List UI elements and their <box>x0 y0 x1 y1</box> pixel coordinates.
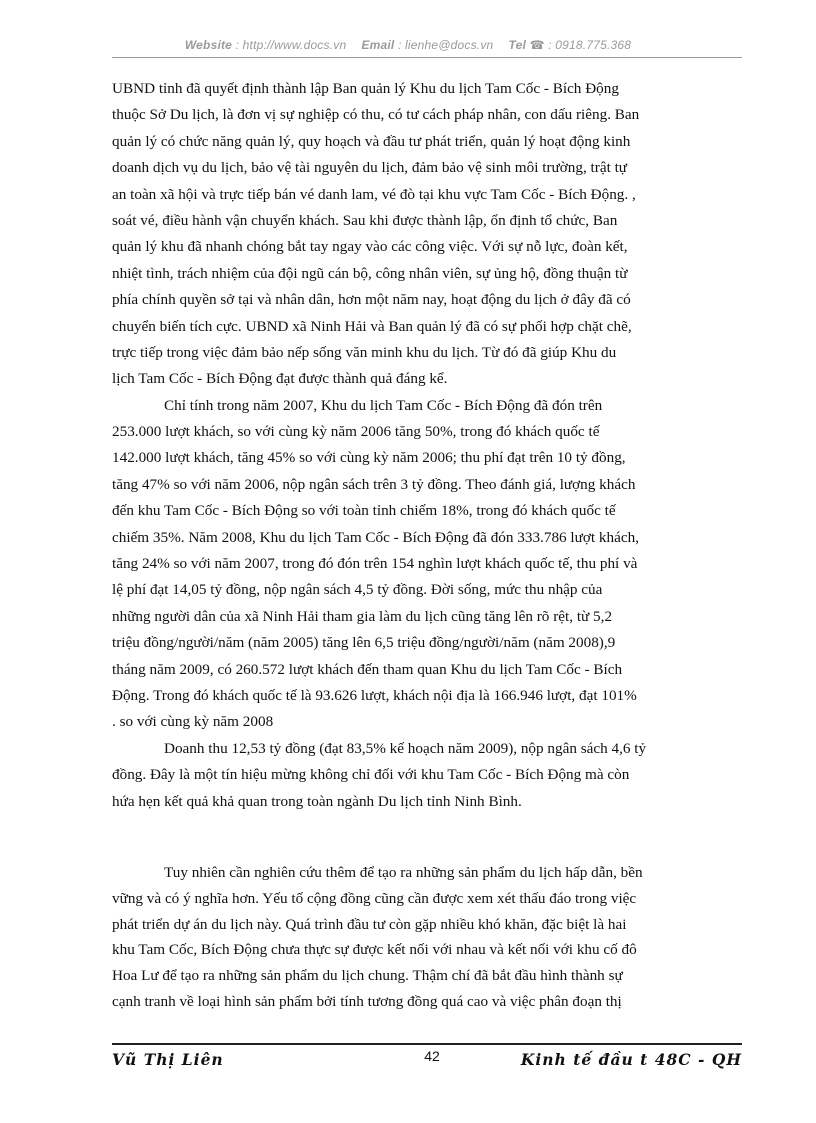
text-line: hứa hẹn kết quả khả quan trong toàn ngành Du lịch tỉnh Ninh Bình. <box>112 792 522 810</box>
paragraph-statistics <box>112 393 742 736</box>
text-line: trực tiếp trong việc đảm bảo nếp sống văn minh khu du lịch. Từ đó đã giúp Khu du <box>112 343 617 361</box>
tel-number: ☎ : 0918.775.368 <box>529 38 632 52</box>
paragraph-ban-quan-ly <box>112 76 742 393</box>
text-line: tăng 47% so với năm 2006, nộp ngân sách trên 3 tỷ đồng. Theo đánh giá, lượng khách <box>112 475 636 493</box>
page-header <box>0 38 816 52</box>
text-line: chuyển biến tích cực. UBND xã Ninh Hải và Ban quản lý đã có sự phối hợp chặt chẽ, <box>112 317 632 335</box>
text-line: Chỉ tính trong năm 2007, Khu du lịch Tam Cốc - Bích Động đã đón trên <box>164 396 603 414</box>
tel-label: Tel <box>508 38 527 52</box>
text-line: tăng 24% so với năm 2007, trong đó đón trên 154 nghìn lượt khách quốc tế, thu phí và <box>112 555 638 573</box>
text-line: lịch Tam Cốc - Bích Động đạt được thành quả đáng kể. <box>112 370 448 388</box>
footer-divider <box>112 1043 742 1045</box>
text-line: phía chính quyền sở tại và nhân dân, hơn một năm nay, hoạt động du lịch ở đây đã có <box>112 291 631 309</box>
text-line: những người dân của xã Ninh Hải tham gia làm du lịch cũng tăng lên rõ rệt, từ 5,2 <box>112 607 613 625</box>
text-line: thuộc Sở Du lịch, là đơn vị sự nghiệp có thu, có tư cách pháp nhân, con dấu riêng. Ban <box>112 106 640 124</box>
text-line: 253.000 lượt khách, so với cùng kỳ năm 2006 tăng 50%, trong đó khách quốc tế <box>112 423 600 441</box>
text-line: Hoa Lư để tạo ra những sản phẩm du lịch chung. Thậm chí đã bắt đầu hình thành sự <box>112 967 623 985</box>
text-line: triệu đồng/người/năm (năm 2005) tăng lên 6,5 triệu đồng/người/năm (năm 2008),9 <box>112 634 616 652</box>
page-number: 42 <box>424 1048 440 1064</box>
author-name: Vũ Thị Liên <box>112 1050 224 1069</box>
text-line: lệ phí đạt 14,05 tỷ đồng, nộp ngân sách 4,5 tỷ đồng. Đời sống, mức thu nhập của <box>112 581 603 599</box>
paragraph-challenges <box>112 860 742 1015</box>
text-line: . so với cùng kỳ năm 2008 <box>112 713 274 731</box>
email-label: Email <box>361 38 395 52</box>
header-divider <box>112 57 742 58</box>
text-line: Động. Trong đó khách quốc tế là 93.626 lượt, khách nội địa là 166.946 lượt, đạt 101% <box>112 686 637 704</box>
text-line: tháng năm 2009, có 260.572 lượt khách đến tham quan Khu du lịch Tam Cốc - Bích <box>112 660 623 678</box>
text-line: UBND tỉnh đã quyết định thành lập Ban quản lý Khu du lịch Tam Cốc - Bích Động <box>112 80 619 97</box>
text-line: chiếm 35%. Năm 2008, Khu du lịch Tam Cốc - Bích Động đã đón 333.786 lượt khách, <box>112 528 639 546</box>
page-footer <box>112 1050 742 1074</box>
text-line: Doanh thu 12,53 tỷ đồng (đạt 83,5% kế hoạch năm 2009), nộp ngân sách 4,6 tỷ <box>164 739 647 757</box>
document-body <box>112 76 742 1015</box>
text-line: khu Tam Cốc, Bích Động chưa thực sự được kết nối với nhau và kết nối với khu cố đô <box>112 941 637 959</box>
text-line: an toàn xã hội và trực tiếp bán vé danh lam, vé đò tại khu vực Tam Cốc - Bích Động. , <box>112 185 636 203</box>
text-line: quản lý khu đã nhanh chóng bắt tay ngay vào các công việc. Với sự nỗ lực, đoàn kết, <box>112 238 628 256</box>
text-line: đến khu Tam Cốc - Bích Động so với toàn tỉnh chiếm 18%, trong đó khách quốc tế <box>112 502 616 520</box>
paragraph-revenue <box>112 736 742 815</box>
text-line: 142.000 lượt khách, tăng 45% so với cùng kỳ năm 2006; thu phí đạt trên 10 tỷ đồng, <box>112 449 626 467</box>
email-address: : lienhe@docs.vn <box>397 38 494 52</box>
website-label: Website <box>184 38 233 52</box>
text-line: Tuy nhiên cần nghiên cứu thêm để tạo ra những sản phẩm du lịch hấp dẫn, bền <box>164 863 643 881</box>
text-line: doanh dịch vụ du lịch, bảo vệ tài nguyên du lịch, đảm bảo vệ sinh môi trường, trật tự <box>112 159 628 177</box>
text-line: nhiệt tình, trách nhiệm của đội ngũ cán bộ, công nhân viên, sự ủng hộ, đồng thuận từ <box>112 264 628 282</box>
class-info: Kinh tế đầu t 48C - QH <box>520 1050 742 1069</box>
text-line: soát vé, điều hành vận chuyển khách. Sau khi được thành lập, ổn định tổ chức, Ban <box>112 211 618 229</box>
text-line: quản lý có chức năng quản lý, quy hoạch và đầu tư phát triển, quản lý hoạt động kinh <box>112 132 631 150</box>
text-line: cạnh tranh về loại hình sản phẩm bởi tính tương đồng quá cao và việc phân đoạn thị <box>112 992 622 1010</box>
text-line: đồng. Đây là một tín hiệu mừng không chỉ đối với khu Tam Cốc - Bích Động mà còn <box>112 766 630 784</box>
website-url: : http://www.docs.vn <box>235 38 347 52</box>
text-line: phát triển dự án du lịch này. Quá trình đầu tư còn gặp nhiều khó khăn, đặc biệt là hai <box>112 915 627 933</box>
text-line: vững và có ý nghĩa hơn. Yếu tố cộng đồng cũng cần được xem xét thấu đáo trong việc <box>112 889 637 907</box>
